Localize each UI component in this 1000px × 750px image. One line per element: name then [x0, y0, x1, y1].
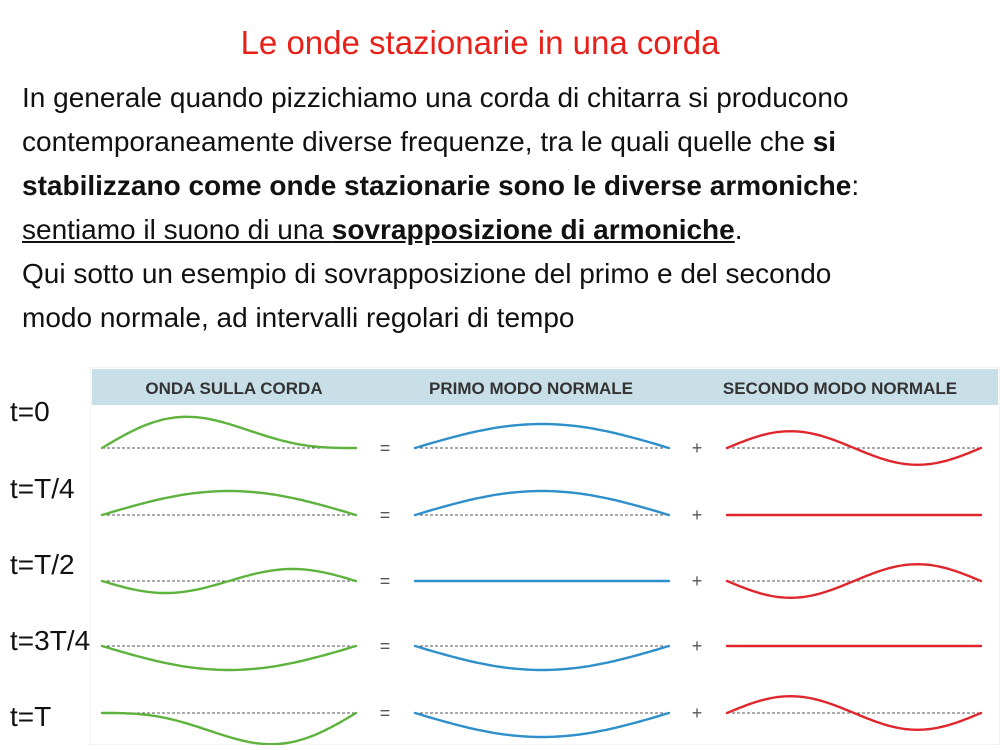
- text-line-2-bold: si: [812, 126, 837, 157]
- time-label-t-three-quarters: t=3T/4: [10, 625, 91, 656]
- page-title: Le onde stazionarie in una corda: [240, 24, 720, 61]
- time-label-t-quarter: t=T/4: [10, 473, 75, 504]
- text-line-4-underline: sentiamo il suono di una: [22, 214, 332, 245]
- text-line-5: Qui sotto un esempio di sovrapposizione del primo e del secondo: [22, 258, 832, 289]
- text-line-4-tail: .: [734, 214, 743, 245]
- plus-sign-t-three-quarters: +: [691, 636, 703, 656]
- text-line-1: In generale quando pizzichiamo una corda di chitarra si producono: [22, 82, 849, 113]
- equals-sign-t0: =: [379, 438, 391, 458]
- time-label-t-half: t=T/2: [10, 549, 75, 580]
- text-line-3: [22, 164, 987, 208]
- text-line-4: [22, 208, 987, 252]
- text-line-4-bold-underline: sovrapposizione di armoniche: [331, 214, 735, 245]
- header-string-wave: ONDA SULLA CORDA: [145, 379, 323, 398]
- text-line-6: modo normale, ad intervalli regolari di tempo: [22, 302, 575, 333]
- text-line-2: [22, 120, 987, 164]
- header-second-mode: SECONDO MODO NORMALE: [722, 379, 958, 398]
- text-line-3-bold: stabilizzano come onde stazionarie sono le diverse armoniche: [22, 170, 852, 201]
- header-first-mode: PRIMO MODO NORMALE: [429, 379, 633, 398]
- plus-sign-t-period: +: [691, 703, 703, 723]
- equals-sign-t-period: =: [379, 703, 391, 723]
- time-label-t-period: t=T: [10, 701, 52, 732]
- equals-sign-t-quarter: =: [379, 505, 391, 525]
- plus-sign-t0: +: [691, 438, 703, 458]
- plus-sign-t-half: +: [691, 571, 703, 591]
- equals-sign-t-three-quarters: =: [379, 636, 391, 656]
- standing-waves-figure: [90, 367, 1000, 745]
- text-line-2-normal: contemporaneamente diverse frequenze, tra le quali quelle che: [22, 126, 813, 157]
- text-line-3-tail: :: [851, 170, 860, 201]
- equals-sign-t-half: =: [379, 571, 391, 591]
- intro-paragraph: [22, 76, 987, 340]
- time-label-t0: t=0: [10, 396, 50, 427]
- plus-sign-t-quarter: +: [691, 505, 703, 525]
